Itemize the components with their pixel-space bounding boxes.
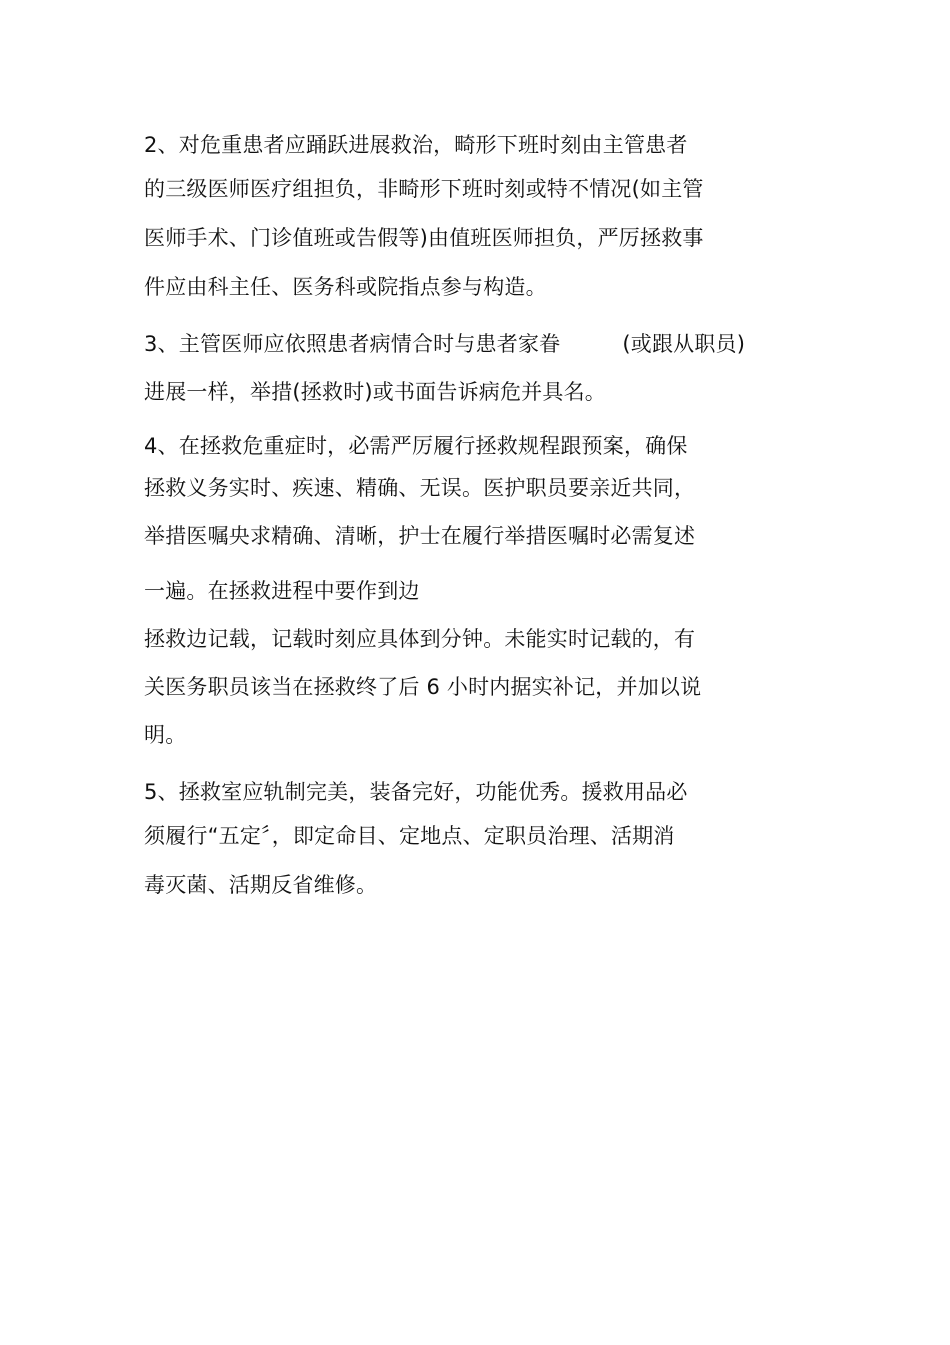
paragraph-4-line-7: 明。 [144, 723, 187, 747]
paragraph-3-line-1-part-2: (或跟从职员) [622, 332, 746, 356]
paragraph-5-line-3: 毒灭菌、活期反省维修。 [144, 873, 378, 897]
paragraph-3-line-2: 进展一样，举措(拯救时)或书面告诉病危并具名。 [144, 380, 606, 404]
paragraph-4-line-6: 关医务职员该当在拯救终了后 6 小时内据实补记，并加以说 [144, 675, 702, 699]
paragraph-4-line-5: 拯救边记载，记载时刻应具体到分钟。未能实时记载的，有 [144, 627, 696, 651]
paragraph-2-line-1: 2、对危重患者应踊跃进展救治，畸形下班时刻由主管患者 [144, 133, 688, 157]
paragraph-5-line-2: 须履行“五定〞，即定命目、定地点、定职员治理、活期消 [144, 824, 675, 848]
paragraph-2-line-4: 件应由科主任、医务科或院指点参与构造。 [144, 275, 547, 299]
paragraph-4-line-4: 一遍。在拯救进程中要作到边 [144, 579, 420, 603]
paragraph-2-line-3: 医师手术、门诊值班或告假等)由值班医师担负，严厉拯救事 [144, 226, 704, 250]
paragraph-5-line-1: 5、拯救室应轨制完美，装备完好，功能优秀。援救用品必 [144, 780, 688, 804]
paragraph-3-line-1-part-1: 3、主管医师应依照患者病情合时与患者家眷 [144, 332, 561, 356]
paragraph-4-line-1: 4、在拯救危重症时，必需严厉履行拯救规程跟预案，确保 [144, 434, 688, 458]
paragraph-4-line-2: 拯救义务实时、疾速、精确、无误。医护职员要亲近共同， [144, 476, 696, 500]
paragraph-3-line-1 [144, 330, 745, 358]
paragraph-2-line-2: 的三级医师医疗组担负，非畸形下班时刻或特不情况(如主管 [144, 177, 704, 201]
paragraph-4-line-3: 举措医嘱央求精确、清晰，护士在履行举措医嘱时必需复述 [144, 524, 696, 548]
